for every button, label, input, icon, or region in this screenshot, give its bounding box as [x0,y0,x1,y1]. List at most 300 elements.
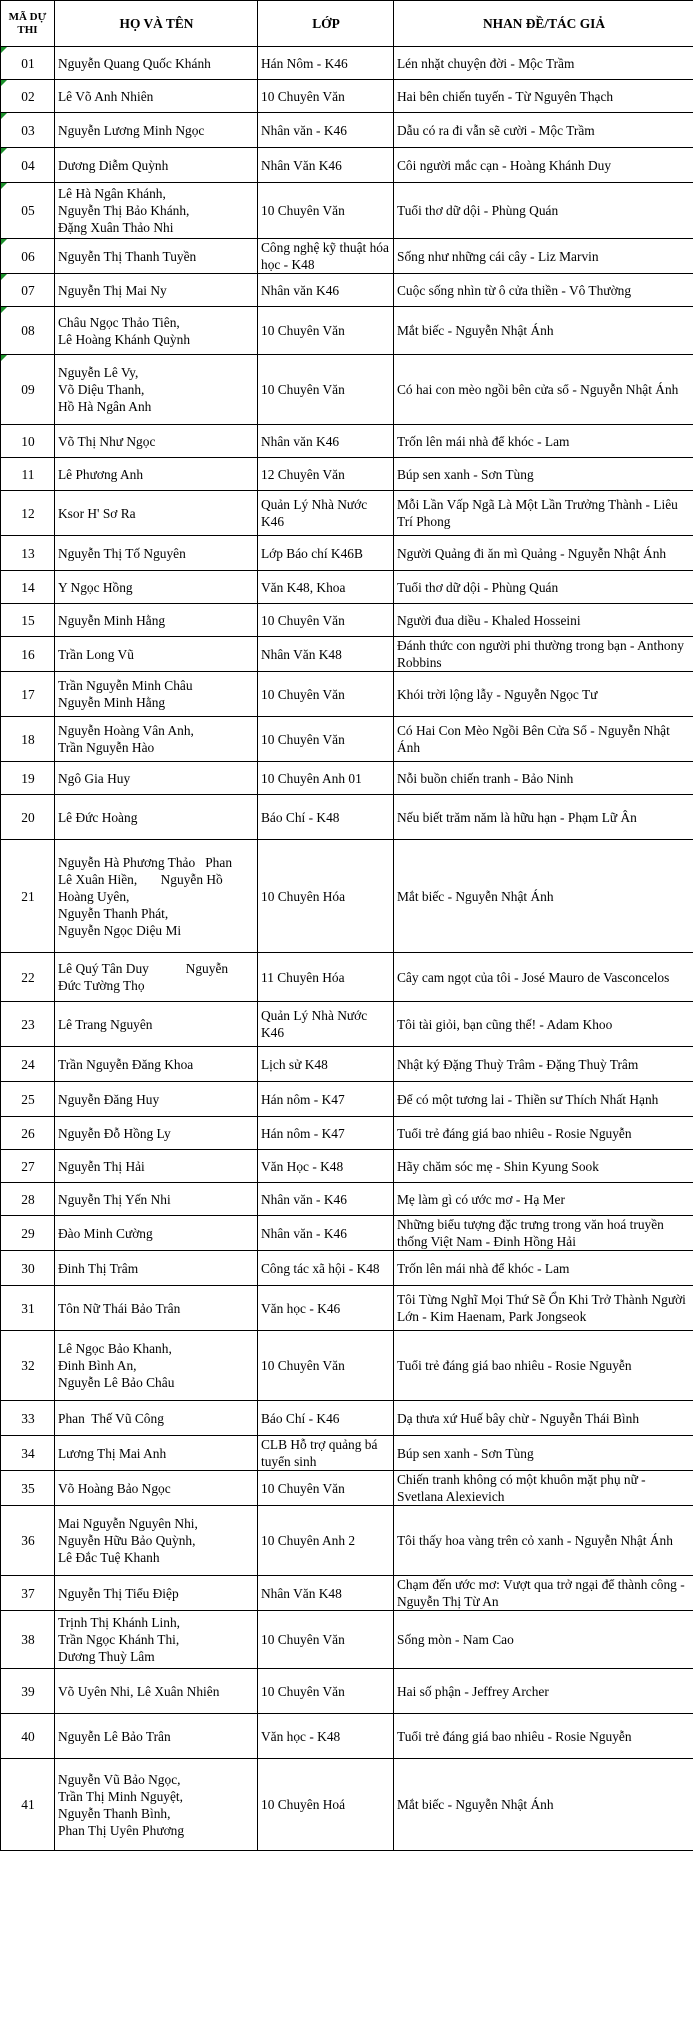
participant-names-cell [55,1251,258,1286]
work-title-author-cell [394,1183,693,1216]
table-row [1,762,693,795]
header-code: MÃ DỰ THI [1,1,55,47]
participant-names-cell [55,604,258,637]
class-cell [258,536,394,571]
entry-code-cell [1,1150,55,1183]
class-name: Văn Học - K48 [261,1158,344,1174]
entry-code: 12 [21,505,35,521]
work-title-author: Côi người mắc cạn - Hoàng Khánh Duy [397,157,612,173]
entry-code: 31 [21,1300,35,1316]
work-title-author-cell [394,80,693,113]
class-cell [258,1471,394,1506]
entry-code: 35 [21,1480,35,1496]
participant-name: Lê Hoàng Khánh Quỳnh [58,331,191,347]
work-title-author: Sống như những cái cây - Liz Marvin [397,248,599,264]
header-name: HỌ VÀ TÊN [55,1,258,47]
class-cell [258,762,394,795]
participant-name: Nguyễn Quang Quốc Khánh [58,55,211,71]
entry-code-cell [1,148,55,183]
participant-name: Đặng Xuân Thảo Nhi [58,220,174,235]
participant-name: Lê Phương Anh [58,466,144,482]
table-row [1,604,693,637]
work-title-author: Mắt biếc - Nguyễn Nhật Ánh [397,1797,554,1812]
participant-name: Nguyễn Thanh Bình, [58,1805,171,1821]
participant-name: Dương Thuỳ Lâm [58,1649,155,1664]
participant-name: Hoàng Uyên, [58,888,130,904]
class-name: CLB Hỗ trợ quảng bá tuyển sinh [261,1437,378,1469]
entry-code: 38 [21,1632,35,1647]
table-row [1,274,693,307]
entry-code-cell [1,717,55,762]
participant-name: Lê Hà Ngân Khánh, [58,186,166,201]
class-cell [258,355,394,425]
work-title-author: Tuổi trẻ đáng giá bao nhiêu - Rosie Nguyễn [397,1728,632,1744]
work-title-author: Mắt biếc - Nguyễn Nhật Ánh [397,888,554,904]
entry-code: 25 [21,1091,35,1107]
entry-code-cell [1,274,55,307]
entry-code-cell [1,458,55,491]
participant-name: Nguyễn Thị Bảo Khánh, [58,203,190,218]
table-row [1,1576,693,1611]
work-title-author-cell [394,1216,693,1251]
entry-code-cell [1,239,55,274]
participant-name: Nguyễn Hữu Bảo Quỳnh, [58,1533,196,1548]
class-name: Hán nôm - K47 [261,1091,345,1107]
table-row [1,148,693,183]
class-name: 10 Chuyên Văn [261,88,345,104]
participant-names-cell [55,1150,258,1183]
entry-code-cell [1,672,55,717]
participant-name: Lê Quý Tân Duy Nguyễn [58,961,229,976]
class-name: Nhân văn - K46 [261,1225,347,1241]
participant-name: Nguyễn Thị Tố Nguyên [58,545,186,561]
table-row [1,183,693,239]
work-title-author-cell [394,672,693,717]
entry-code: 14 [21,579,35,595]
participant-name: Võ Diệu Thanh, [58,382,145,397]
class-name: Báo Chí - K48 [261,809,340,825]
entry-code: 15 [21,612,35,628]
work-title-author: Nhật ký Đặng Thuỳ Trâm - Đặng Thuỳ Trâm [397,1056,639,1072]
work-title-author-cell [394,307,693,355]
table-row [1,571,693,604]
class-cell [258,425,394,458]
work-title-author: Tôi tài giỏi, bạn cũng thế! - Adam Khoo [397,1016,613,1032]
work-title-author: Dẫu có ra đi vẫn sẽ cười - Mộc Trầm [397,122,595,138]
participant-names-cell [55,1082,258,1117]
entry-code: 16 [21,646,35,662]
participant-names-cell [55,1436,258,1471]
class-name: Lớp Báo chí K46B [261,545,363,561]
participant-names-cell [55,239,258,274]
work-title-author: Hãy chăm sóc mẹ - Shin Kyung Sook [397,1158,599,1174]
class-name: 10 Chuyên Văn [261,1358,345,1373]
entry-code: 29 [21,1225,35,1241]
entry-code-cell [1,307,55,355]
participant-name: Đinh Bình An, [58,1358,137,1373]
class-name: 10 Chuyên Hoá [261,1797,346,1812]
participant-name: Trần Nguyễn Đăng Khoa [58,1056,194,1072]
class-name: 10 Chuyên Văn [261,323,345,338]
work-title-author-cell [394,536,693,571]
class-name: 10 Chuyên Văn [261,1683,345,1699]
class-name: Quản Lý Nhà Nước K46 [261,1008,368,1040]
work-title-author: Tuổi thơ dữ dội - Phùng Quán [397,203,559,218]
class-cell [258,47,394,80]
class-cell [258,1611,394,1669]
participant-names-cell [55,795,258,840]
table-row [1,536,693,571]
class-cell [258,1002,394,1047]
work-title-author: Những biểu tượng đặc trưng trong văn hoá truyền thống Việt Nam - Đinh Hồng Hải [397,1217,664,1249]
class-cell [258,239,394,274]
work-title-author: Để có một tương lai - Thiền sư Thích Nhất Hạnh [397,1091,659,1107]
class-name: Nhân Văn K48 [261,1585,342,1601]
class-cell [258,274,394,307]
entry-code-cell [1,183,55,239]
work-title-author-cell [394,1002,693,1047]
table-row [1,1117,693,1150]
table-row [1,840,693,953]
participant-name: Nguyễn Lê Bảo Trân [58,1728,171,1744]
table-row [1,491,693,536]
work-title-author-cell [394,795,693,840]
class-cell [258,637,394,672]
entry-code-cell [1,425,55,458]
entry-code-cell [1,840,55,953]
participant-name: Mai Nguyễn Nguyên Nhi, [58,1516,198,1531]
entry-code: 05 [21,203,35,218]
class-cell [258,840,394,953]
entry-code-cell [1,1183,55,1216]
table-row [1,1331,693,1401]
work-title-author: Cây cam ngọt của tôi - José Mauro de Vasconcelos [397,969,670,985]
table-row [1,355,693,425]
participant-name: Hồ Hà Ngân Anh [58,399,152,414]
entry-code: 24 [21,1056,35,1072]
class-cell [258,717,394,762]
entry-code: 23 [21,1016,35,1032]
entry-code-cell [1,1286,55,1331]
table-row [1,47,693,80]
participant-name: Trần Thị Minh Nguyệt, [58,1788,183,1804]
work-title-author-cell [394,953,693,1002]
class-name: Nhân Văn K46 [261,157,342,173]
work-title-author: Lén nhặt chuyện đời - Mộc Trầm [397,55,575,71]
entry-code: 33 [21,1410,35,1426]
participant-names-cell [55,458,258,491]
participant-names-cell [55,953,258,1002]
participant-name: Nguyễn Minh Hằng [58,695,166,710]
participant-names-cell [55,1714,258,1759]
participant-names-cell [55,536,258,571]
class-name: 10 Chuyên Văn [261,686,345,702]
work-title-author-cell [394,458,693,491]
participant-names-cell [55,1286,258,1331]
class-cell [258,1759,394,1851]
participant-names-cell [55,1216,258,1251]
entry-code-cell [1,1002,55,1047]
class-cell [258,953,394,1002]
comment-marker-icon [1,274,7,280]
entry-code-cell [1,80,55,113]
work-title-author-cell [394,148,693,183]
participant-names-cell [55,274,258,307]
class-cell [258,1714,394,1759]
participant-names-cell [55,717,258,762]
work-title-author: Đánh thức con người phi thường trong bạn - Anthony Robbins [397,638,684,670]
class-name: 11 Chuyên Hóa [261,969,345,985]
comment-marker-icon [1,148,7,154]
work-title-author-cell [394,355,693,425]
table-row [1,1759,693,1851]
work-title-author: Nếu biết trăm năm là hữu hạn - Phạm Lữ Ân [397,809,637,825]
table-row [1,113,693,148]
work-title-author-cell [394,1759,693,1851]
table-row [1,795,693,840]
participant-names-cell [55,672,258,717]
entry-code-cell [1,1251,55,1286]
participant-names-cell [55,1471,258,1506]
header-class: LỚP [258,1,394,47]
participant-name: Ksor H' Sơ Ra [58,505,136,521]
work-title-author: Người Quảng đi ăn mì Quảng - Nguyễn Nhật Ánh [397,545,667,561]
participant-name: Lê Đắc Tuệ Khanh [58,1550,160,1565]
class-cell [258,1401,394,1436]
entry-code: 26 [21,1125,35,1141]
participant-name: Đào Minh Cường [58,1225,153,1241]
work-title-author-cell [394,1471,693,1506]
class-name: Nhân văn - K46 [261,1191,347,1207]
participant-names-cell [55,1669,258,1714]
table-row [1,1047,693,1082]
participant-name: Nguyễn Thị Hải [58,1158,145,1174]
participant-name: Lê Võ Anh Nhiên [58,88,154,104]
entry-code-cell [1,1759,55,1851]
class-name: 12 Chuyên Văn [261,466,345,482]
entry-code: 04 [21,157,35,173]
participant-names-cell [55,1331,258,1401]
participant-names-cell [55,637,258,672]
work-title-author: Tuổi thơ dữ dội - Phùng Quán [397,579,559,595]
entry-code-cell [1,1082,55,1117]
class-name: 10 Chuyên Văn [261,382,345,397]
class-name: Nhân văn K46 [261,433,340,449]
table-row [1,1002,693,1047]
entry-code: 09 [21,382,35,397]
entry-code-cell [1,1117,55,1150]
participant-name: Nguyễn Hà Phương Thảo Phan [58,854,233,870]
participant-names-cell [55,1759,258,1851]
comment-marker-icon [1,239,7,245]
work-title-author: Khói trời lộng lẫy - Nguyễn Ngọc Tư [397,686,598,702]
table-row [1,1150,693,1183]
participant-name: Nguyễn Thị Thanh Tuyền [58,248,197,264]
work-title-author: Tuổi trẻ đáng giá bao nhiêu - Rosie Nguyễn [397,1125,632,1141]
table-row [1,1506,693,1576]
entry-code-cell [1,1611,55,1669]
table-row [1,672,693,717]
class-cell [258,1331,394,1401]
participant-names-cell [55,425,258,458]
entry-code: 36 [21,1533,35,1548]
table-row [1,1286,693,1331]
entry-code: 40 [21,1728,35,1744]
participant-name: Nguyễn Lê Vy, [58,365,139,380]
entry-code-cell [1,637,55,672]
participant-name: Nguyễn Đăng Huy [58,1091,160,1107]
work-title-author: Có Hai Con Mèo Ngồi Bên Cửa Sổ - Nguyễn Nhật Ánh [397,723,670,755]
participant-name: Châu Ngọc Thảo Tiên, [58,314,180,330]
class-name: 10 Chuyên Văn [261,1480,345,1496]
entry-code: 06 [21,248,35,264]
class-name: 10 Chuyên Văn [261,203,345,218]
participant-names-cell [55,307,258,355]
work-title-author: Tôi Từng Nghĩ Mọi Thứ Sẽ Ổn Khi Trở Thành Người Lớn - Kim Haenam, Park Jongseok [397,1292,686,1324]
table-row [1,80,693,113]
work-title-author-cell [394,1286,693,1331]
class-name: Văn học - K48 [261,1728,341,1744]
participant-name: Nguyễn Thị Mai Ny [58,282,167,298]
work-title-author: Tôi thấy hoa vàng trên cỏ xanh - Nguyễn Nhật Ánh [397,1533,673,1548]
table-row [1,1082,693,1117]
participant-name: Nguyễn Lê Bảo Châu [58,1375,175,1390]
entry-code-cell [1,536,55,571]
participant-name: Nguyễn Đỗ Hồng Ly [58,1125,171,1141]
work-title-author-cell [394,571,693,604]
table-row [1,1611,693,1669]
entry-code: 20 [21,809,35,825]
participant-name: Võ Thị Như Ngọc [58,433,156,449]
participant-names-cell [55,183,258,239]
work-title-author-cell [394,1611,693,1669]
participant-name: Lương Thị Mai Anh [58,1445,167,1461]
table-row [1,1251,693,1286]
table-row [1,1669,693,1714]
participant-name: Trịnh Thị Khánh Linh, [58,1615,181,1630]
entry-code: 07 [21,282,35,298]
work-title-author: Người đua diều - Khaled Hosseini [397,612,581,628]
entry-code-cell [1,355,55,425]
work-title-author-cell [394,183,693,239]
participant-name: Trần Ngọc Khánh Thi, [58,1632,180,1647]
entry-code-cell [1,1436,55,1471]
work-title-author-cell [394,840,693,953]
entry-code: 37 [21,1585,35,1601]
entry-code-cell [1,1669,55,1714]
entry-code-cell [1,1047,55,1082]
participant-name: Nguyễn Vũ Bảo Ngọc, [58,1771,181,1787]
participant-names-cell [55,1611,258,1669]
work-title-author-cell [394,113,693,148]
table-row [1,1714,693,1759]
participant-names-cell [55,1047,258,1082]
class-name: Văn học - K46 [261,1300,341,1316]
entry-code-cell [1,113,55,148]
entry-code: 32 [21,1358,35,1373]
work-title-author-cell [394,1576,693,1611]
participant-name: Đức Tường Thọ [58,978,145,993]
work-title-author-cell [394,47,693,80]
entry-code: 10 [21,433,35,449]
entry-code: 41 [21,1797,35,1812]
work-title-author: Mẹ làm gì có ước mơ - Hạ Mer [397,1191,565,1207]
work-title-author-cell [394,1506,693,1576]
work-title-author: Nỗi buồn chiến tranh - Bảo Ninh [397,770,574,786]
entry-code: 28 [21,1191,35,1207]
work-title-author: Hai số phận - Jeffrey Archer [397,1683,549,1699]
class-name: Lịch sử K48 [261,1056,328,1072]
participant-name: Nguyễn Thanh Phát, [58,905,169,921]
work-title-author-cell [394,1082,693,1117]
entry-code-cell [1,1331,55,1401]
work-title-author: Mắt biếc - Nguyễn Nhật Ánh [397,323,554,338]
work-title-author-cell [394,1117,693,1150]
participant-names-cell [55,571,258,604]
work-title-author-cell [394,637,693,672]
participant-name: Tôn Nữ Thái Bảo Trân [58,1300,181,1316]
entry-code-cell [1,1401,55,1436]
work-title-author-cell [394,1150,693,1183]
table-row [1,717,693,762]
work-title-author-cell [394,1331,693,1401]
class-cell [258,183,394,239]
participant-name: Trần Long Vũ [58,646,134,662]
class-name: Nhân văn K46 [261,282,340,298]
participant-name: Đinh Thị Trâm [58,1260,139,1276]
participant-name: Lê Trang Nguyên [58,1016,153,1032]
class-cell [258,795,394,840]
class-cell [258,571,394,604]
class-name: Nhân văn - K46 [261,122,347,138]
class-name: 10 Chuyên Văn [261,731,345,747]
work-title-author: Tuổi trẻ đáng giá bao nhiêu - Rosie Nguyễn [397,1358,632,1373]
entry-code: 18 [21,731,35,747]
work-title-author: Chạm đến ước mơ: Vượt qua trở ngại để thành công - Nguyễn Thị Từ An [397,1577,685,1609]
work-title-author: Búp sen xanh - Sơn Tùng [397,466,534,482]
class-name: 10 Chuyên Văn [261,612,345,628]
table-row [1,1216,693,1251]
entry-code: 02 [21,88,35,104]
class-cell [258,1669,394,1714]
work-title-author-cell [394,491,693,536]
table-row [1,637,693,672]
participant-name: Ngô Gia Huy [58,770,131,786]
entry-code: 11 [21,466,35,482]
class-cell [258,1047,394,1082]
work-title-author: Có hai con mèo ngồi bên cửa sổ - Nguyễn Nhật Ánh [397,382,679,397]
participant-names-cell [55,1183,258,1216]
participant-name: Nguyễn Thị Yến Nhi [58,1191,171,1207]
class-name: 10 Chuyên Hóa [261,888,346,904]
class-cell [258,1436,394,1471]
work-title-author-cell [394,762,693,795]
class-cell [258,148,394,183]
class-name: 10 Chuyên Văn [261,1632,345,1647]
comment-marker-icon [1,183,7,189]
work-title-author: Búp sen xanh - Sơn Tùng [397,1445,534,1461]
class-cell [258,307,394,355]
participant-name: Nguyễn Minh Hằng [58,612,166,628]
participant-names-cell [55,355,258,425]
class-cell [258,672,394,717]
participant-name: Trần Nguyễn Hào [58,740,155,755]
participant-name: Nguyễn Hoàng Vân Anh, [58,723,194,738]
class-name: Hán nôm - K47 [261,1125,345,1141]
participant-names-cell [55,47,258,80]
entry-code-cell [1,604,55,637]
entry-code: 22 [21,969,35,985]
